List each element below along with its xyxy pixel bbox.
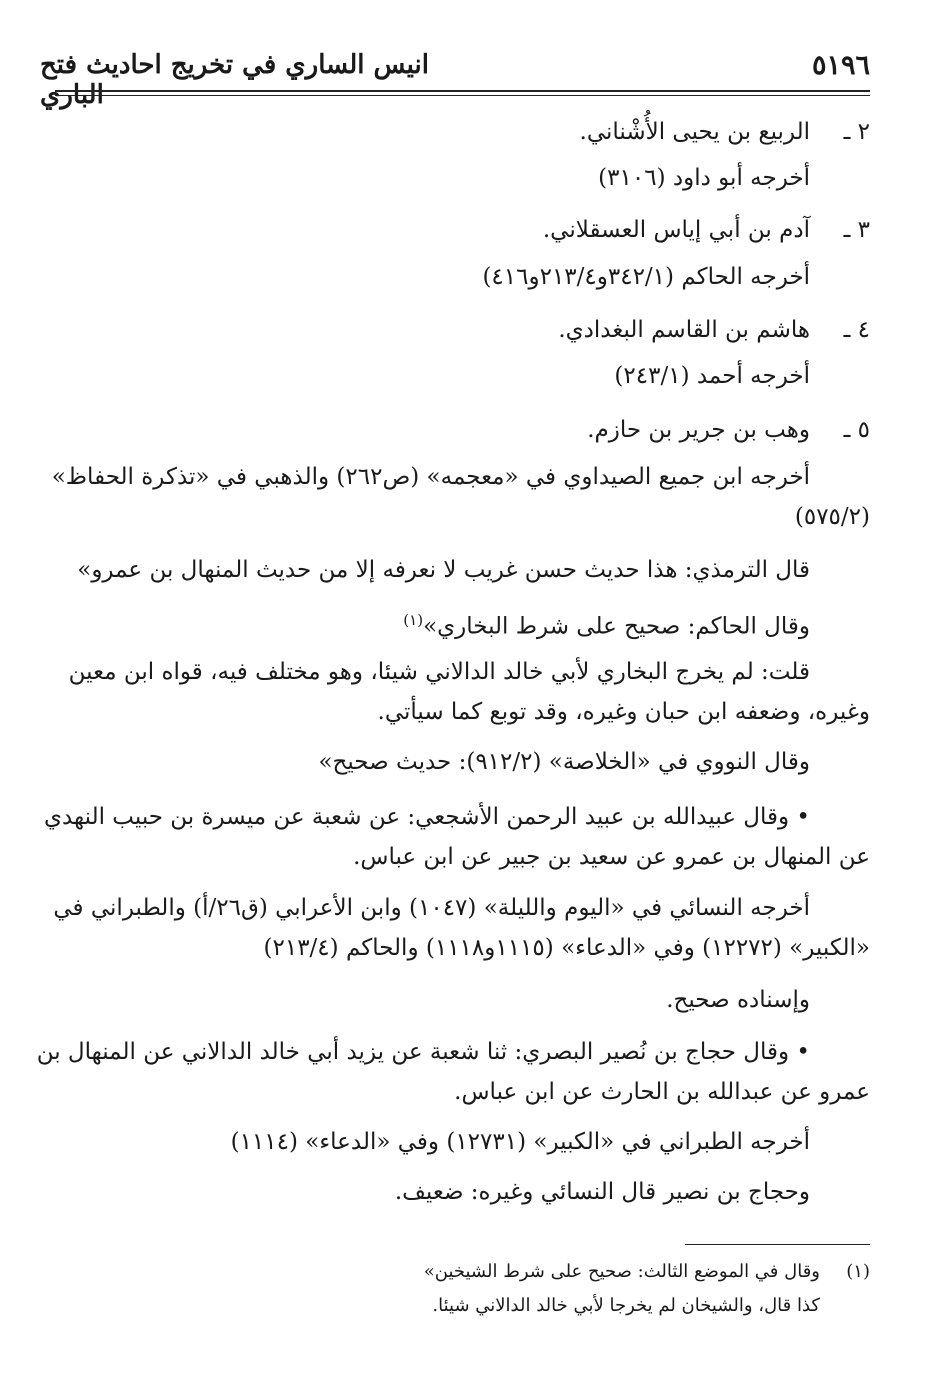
body-line: وقال النووي في «الخلاصة» (٩١٢/٢): حديث صحيح» (318, 749, 810, 775)
footnote-rule (685, 1244, 870, 1245)
body-line-text: وقال الحاكم: صحيح على شرط البخاري» (423, 613, 810, 640)
body-line: أخرجه ابن جميع الصيداوي في «معجمه» (ص٢٦٢) والذهبي في «تذكرة الحفاظ» (51, 464, 810, 490)
footnote-line: وقال في الموضع الثالث: صحيح على شرط الشيخين» (423, 1261, 820, 1282)
body-line: هاشم بن القاسم البغدادي. (558, 317, 810, 343)
body-line: وحجاج بن نصير قال النسائي وغيره: ضعيف. (394, 1179, 810, 1205)
body-line: «الكبير» (١٢٢٧٢) وفي «الدعاء» (١١١٥و١١١٨) والحاكم (٢١٣/٤) (263, 935, 870, 961)
running-title: انيس الساري في تخريج احاديث فتح الباري (40, 50, 429, 110)
page-number: ٥١٩٦ (811, 50, 870, 81)
header-rule-thin (55, 95, 870, 96)
body-line: عمرو عن عبدالله بن الحارث عن ابن عباس. (454, 1079, 870, 1105)
body-line: أخرجه الطبراني في «الكبير» (١٢٧٣١) وفي «الدعاء» (١١١٤) (230, 1129, 810, 1155)
body-line: • وقال عبيدالله بن عبيد الرحمن الأشجعي: عن شعبة عن ميسرة بن حبيب النهدي (43, 804, 810, 830)
footnote-ref: (١) (403, 611, 424, 629)
body-line: قلت: لم يخرج البخاري لأبي خالد الدالاني شيئا، وهو مختلف فيه، قواه ابن معين (68, 659, 810, 685)
body-line: أخرجه النسائي في «اليوم والليلة» (١٠٤٧) وابن الأعرابي (ق٢٦/أ) والطبراني في (53, 895, 810, 921)
body-line: أخرجه أبو داود (٣١٠٦) (598, 165, 810, 191)
list-number: ٥ ـ (843, 417, 870, 443)
body-line: وغيره، وضعفه ابن حبان وغيره، وقد توبع كما سيأتي. (377, 699, 870, 725)
header-rule (55, 90, 870, 92)
body-line: آدم بن أبي إياس العسقلاني. (542, 217, 810, 243)
body-line (400, 603, 810, 640)
body-line: أخرجه الحاكم (٣٤٢/١و٢١٣/٤و٤١٦) (482, 264, 810, 290)
body-line: وإسناده صحيح. (666, 987, 810, 1013)
body-line: أخرجه أحمد (٢٤٣/١) (614, 363, 810, 389)
list-number: ٤ ـ (843, 317, 870, 343)
body-line: • وقال حجاج بن نُصير البصري: ثنا شعبة عن يزيد أبي خالد الدالاني عن المنهال بن (36, 1039, 810, 1065)
body-line: عن المنهال بن عمرو عن سعيد بن جبير عن ابن عباس. (353, 844, 870, 870)
body-line: وهب بن جرير بن حازم. (587, 417, 810, 443)
footnote-line: كذا قال، والشيخان لم يخرجا لأبي خالد الدالاني شيئا. (432, 1295, 820, 1316)
list-number: ٢ ـ (843, 119, 870, 145)
body-line: (٥٧٥/٢) (794, 504, 870, 530)
body-line: قال الترمذي: هذا حديث حسن غريب لا نعرفه إلا من حديث المنهال بن عمرو» (77, 557, 810, 583)
body-line: الربيع بن يحيى الأُشْناني. (579, 119, 810, 145)
list-number: ٣ ـ (843, 217, 870, 243)
footnote-marker: (١) (846, 1261, 870, 1282)
